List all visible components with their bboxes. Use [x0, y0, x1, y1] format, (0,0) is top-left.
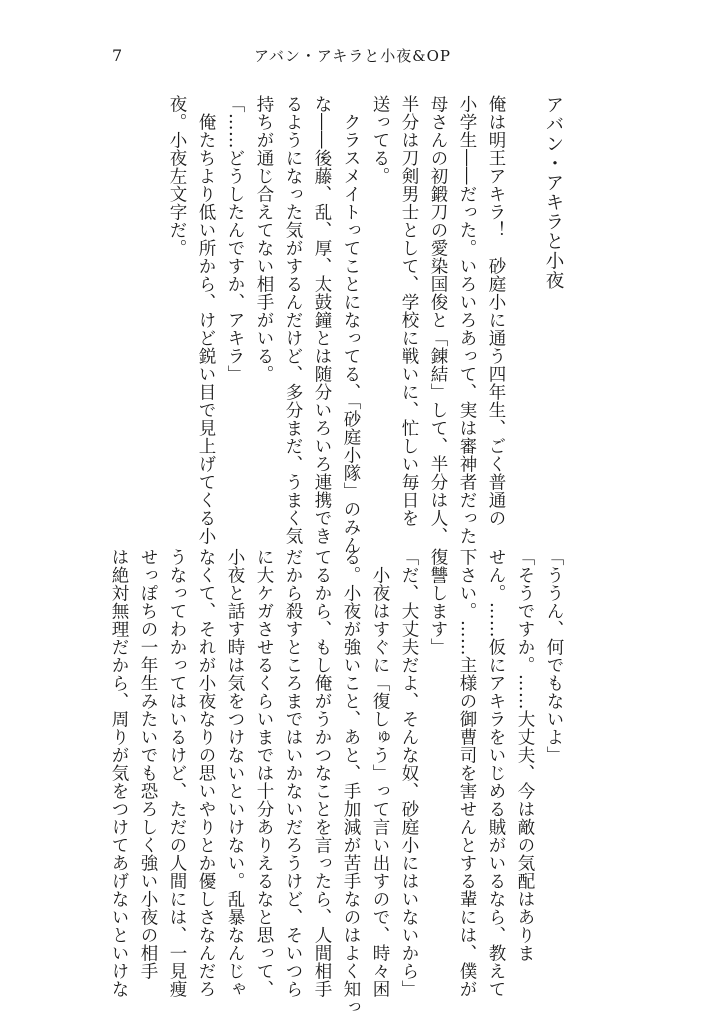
- body-line: なくて、それが小夜なりの思いやりとか優しさなんだろ: [196, 548, 216, 998]
- body-line: クラスメイトってことになってる、「砂庭小隊」のみん: [341, 95, 361, 555]
- body-line: 小学生――だった。いろいろあって、実は審神者だった: [457, 95, 477, 545]
- body-line: 母さんの初鍛刀の愛染国俊と「錬結」して、半分は人、: [428, 95, 448, 545]
- body-line: 「……どうしたんですか、アキラ」: [225, 95, 245, 383]
- body-line: せっぽちの一年生みたいでも恐ろしく強い小夜の相手: [138, 548, 158, 980]
- body-line: 小夜はすぐに「復しゅう」って言い出すので、時々困: [370, 548, 390, 998]
- body-line: 下さい。……主様の御曹司を害せんとする輩には、僕が: [457, 548, 477, 998]
- body-line: に大ケガさせるくらいまでは十分ありえるなと思って、: [254, 548, 274, 998]
- body-line: 持ちが通じ合えてない相手がいる。: [254, 95, 274, 383]
- chapter-title: アバン・アキラと小夜: [543, 95, 564, 290]
- page-number: 7: [112, 46, 123, 65]
- body-line: 俺は明王アキラ！ 砂庭小に通う四年生、ごく普通の: [486, 95, 506, 527]
- body-line: うなってわかってはいるけど、ただの人間には、一見痩: [167, 548, 187, 998]
- body-line: 復讐します」: [428, 548, 448, 656]
- body-line: は絶対無理だから、周りが気をつけてあげないといけな: [109, 548, 129, 998]
- body-line: 俺たちより低い所から、けど鋭い目で見上げてくる小: [196, 95, 216, 545]
- body-line: 小夜と話す時は気をつけないといけない。乱暴なんじゃ: [225, 548, 245, 998]
- text-block-upper: [113, 95, 568, 555]
- body-line: な――後藤、乱、厚、太鼓鐘とは随分いろいろ連携でき: [312, 95, 332, 545]
- body-line: 「だ、大丈夫だよ、そんな奴、砂庭小にはいないから」: [399, 548, 419, 998]
- body-line: 送ってる。: [370, 95, 390, 185]
- body-line: 「そうですか。……大丈夫、今は敵の気配はありま: [515, 548, 535, 962]
- running-header-title: アバン・アキラと小夜&OP: [254, 47, 451, 65]
- body-line: 「ううん、何でもないよ」: [544, 548, 564, 764]
- body-line: だから殺すところまではいかないだろうけど、そいつら: [283, 548, 303, 998]
- body-line: 夜。小夜左文字だ。: [167, 95, 187, 257]
- text-block-lower: [109, 548, 568, 1016]
- body-line: せん。……仮にアキラをいじめる賊がいるなら、教えて: [486, 548, 506, 998]
- body-line: 半分は刀剣男士として、学校に戦いに、忙しい毎日を: [399, 95, 419, 527]
- body-line: てるから、もし俺がうかつなことを言ったら、人間相手: [312, 548, 332, 998]
- body-line: る。小夜が強いこと、あと、手加減が苦手なのはよく知っ: [341, 548, 361, 1016]
- body-line: るようになった気がするんだけど、多分まだ、うまく気: [283, 95, 303, 545]
